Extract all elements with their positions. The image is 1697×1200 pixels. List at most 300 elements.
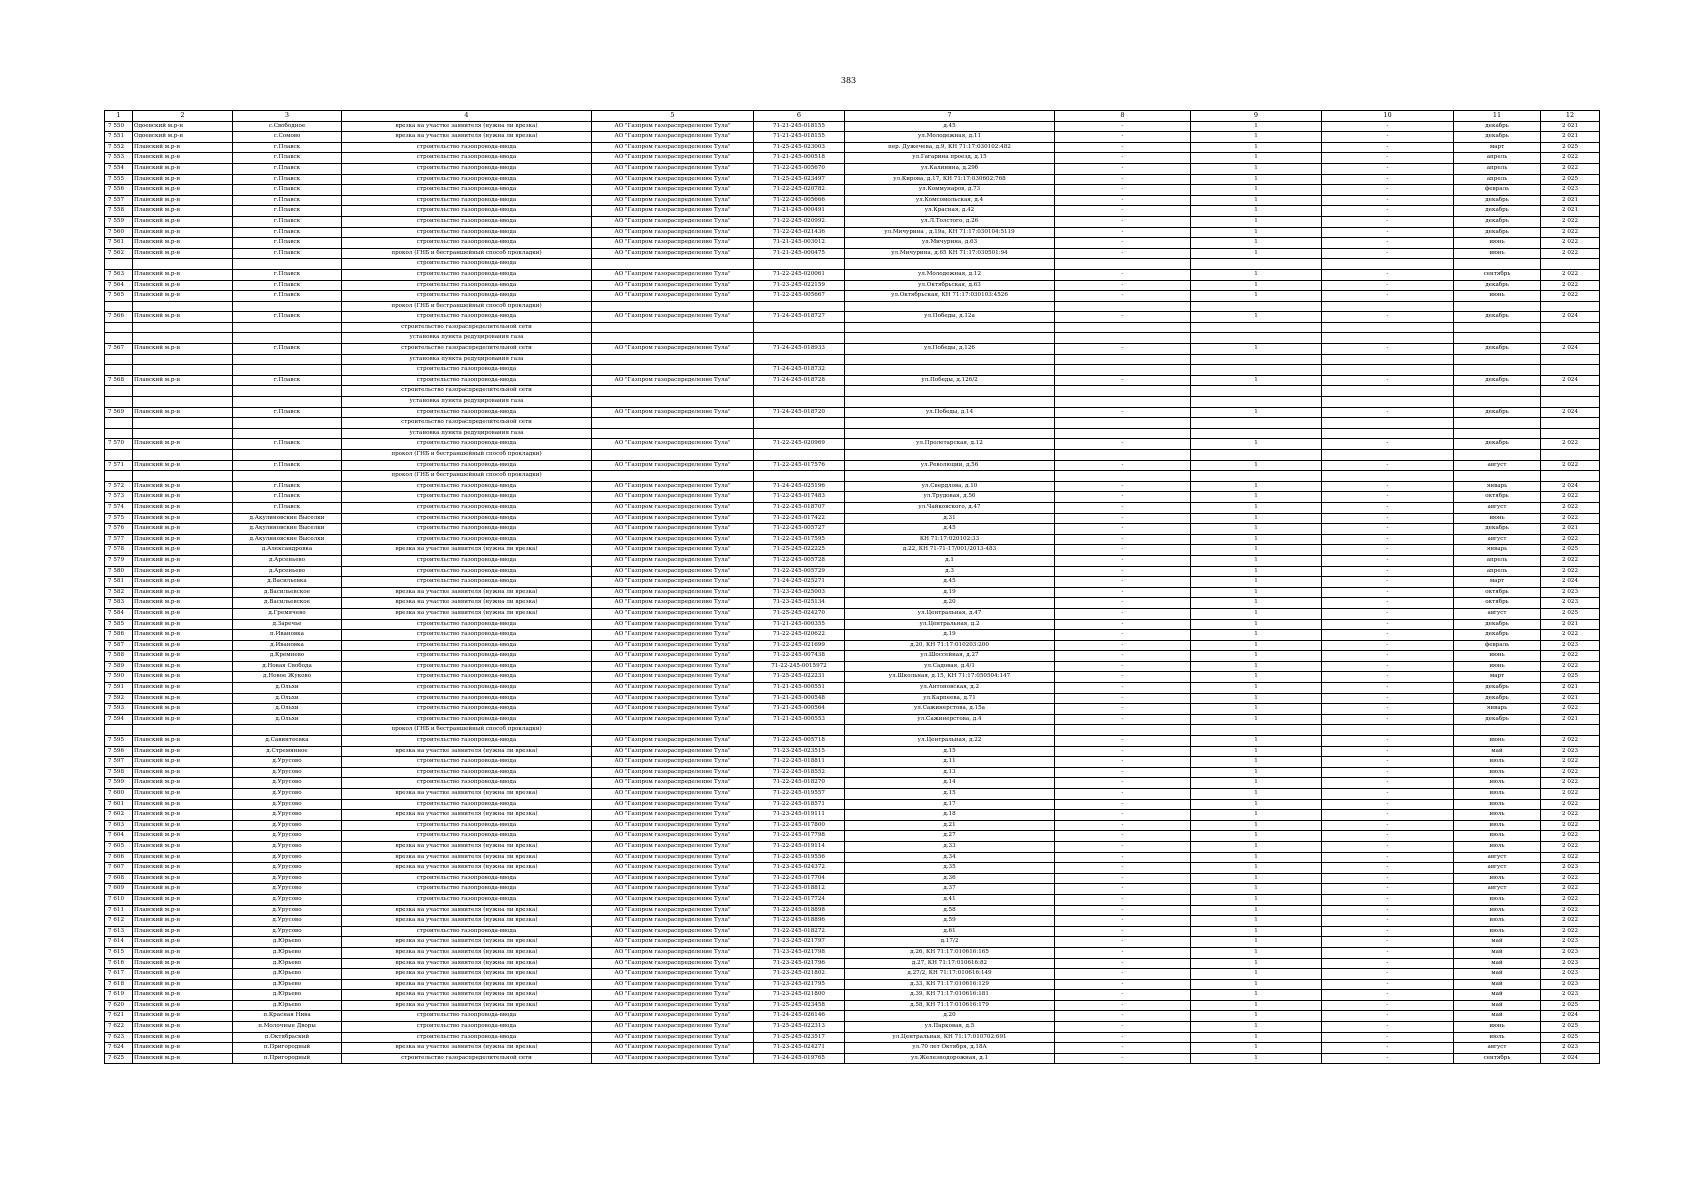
locality-cell: д.Урусово (233, 831, 342, 842)
request-number-cell (754, 322, 845, 333)
month-cell: декабрь (1454, 693, 1541, 704)
count-cell: 1 (1191, 672, 1322, 683)
year-cell: 2 023 (1541, 969, 1600, 980)
col8-cell: - (1055, 280, 1191, 291)
request-number-cell: 71-22-245-018552 (754, 767, 845, 778)
table-row (105, 407, 1600, 418)
count-cell: 1 (1191, 185, 1322, 196)
col8-cell: - (1055, 407, 1191, 418)
address-cell: д.58, КН 71:17:010616:179 (845, 1000, 1055, 1011)
work-type-cell: строительство газопровода-ввода (342, 163, 592, 174)
locality-cell: д.Урусово (233, 841, 342, 852)
col10-cell: - (1322, 873, 1454, 884)
month-cell: июнь (1454, 513, 1541, 524)
address-cell: д.35 (845, 863, 1055, 874)
col10-cell: - (1322, 524, 1454, 535)
row-number: 7 601 (105, 799, 133, 810)
organization-cell: АО "Газпром газораспределение Тула" (592, 280, 754, 291)
col8-cell: - (1055, 269, 1191, 280)
work-type-cell: строительство газопровода-ввода (342, 661, 592, 672)
district-cell: Плавский м.р-н (133, 916, 233, 927)
request-number-cell (754, 333, 845, 344)
request-number-cell (754, 418, 845, 429)
organization-cell: АО "Газпром газораспределение Тула" (592, 291, 754, 302)
table-row (105, 841, 1600, 852)
col8-cell: - (1055, 619, 1191, 630)
table-row (105, 227, 1600, 238)
col10-cell: - (1322, 248, 1454, 259)
district-cell: Плавский м.р-н (133, 746, 233, 757)
month-cell: август (1454, 534, 1541, 545)
col10-cell: - (1322, 227, 1454, 238)
address-cell (845, 333, 1055, 344)
month-cell: декабрь (1454, 206, 1541, 217)
month-cell: октябрь (1454, 587, 1541, 598)
col8-cell: - (1055, 693, 1191, 704)
table-row (105, 354, 1600, 365)
table-row (105, 481, 1600, 492)
locality-cell: д.Кремнево (233, 651, 342, 662)
col10-cell: - (1322, 312, 1454, 323)
year-cell: 2 022 (1541, 513, 1600, 524)
locality-cell: д.Юрьево (233, 979, 342, 990)
year-cell (1541, 333, 1600, 344)
col10-cell: - (1322, 693, 1454, 704)
month-cell: октябрь (1454, 598, 1541, 609)
col10-cell: - (1322, 704, 1454, 715)
month-cell: июль (1454, 841, 1541, 852)
request-number-cell: 71-22-245-017483 (754, 492, 845, 503)
col8-cell: - (1055, 121, 1191, 132)
count-cell: 1 (1191, 1053, 1322, 1064)
district-cell: Плавский м.р-н (133, 513, 233, 524)
request-number-cell: 71-22-245-017724 (754, 894, 845, 905)
locality-cell (233, 386, 342, 397)
col8-cell: - (1055, 894, 1191, 905)
organization-cell: АО "Газпром газораспределение Тула" (592, 757, 754, 768)
request-number-cell: 71-24-245-025271 (754, 577, 845, 588)
count-cell: 1 (1191, 375, 1322, 386)
row-number: 7 589 (105, 661, 133, 672)
col10-cell: - (1322, 513, 1454, 524)
row-number: 7 571 (105, 460, 133, 471)
col8-cell: - (1055, 958, 1191, 969)
district-cell (133, 386, 233, 397)
year-cell: 2 021 (1541, 714, 1600, 725)
locality-cell: п.Ивановка (233, 630, 342, 641)
col10-cell: - (1322, 238, 1454, 249)
address-cell: д.20 (845, 1011, 1055, 1022)
table-row (105, 344, 1600, 355)
month-cell: июль (1454, 789, 1541, 800)
count-cell: 1 (1191, 142, 1322, 153)
organization-cell: АО "Газпром газораспределение Тула" (592, 608, 754, 619)
col8-cell: - (1055, 746, 1191, 757)
request-number-cell: 71-22-245-019114 (754, 841, 845, 852)
count-cell (1191, 397, 1322, 408)
locality-cell: г.Плавск (233, 206, 342, 217)
address-cell (845, 428, 1055, 439)
col8-cell: - (1055, 661, 1191, 672)
row-number (105, 397, 133, 408)
month-cell: декабрь (1454, 524, 1541, 535)
request-number-cell: 71-24-245-019765 (754, 1053, 845, 1064)
year-cell: 2 023 (1541, 746, 1600, 757)
district-cell: Плавский м.р-н (133, 577, 233, 588)
locality-cell: г.Плавск (233, 238, 342, 249)
row-number: 7 551 (105, 132, 133, 143)
count-cell: 1 (1191, 661, 1322, 672)
organization-cell: АО "Газпром газораспределение Тула" (592, 460, 754, 471)
district-cell: Плавский м.р-н (133, 291, 233, 302)
address-cell: ул.Гагарина проезд, д.15 (845, 153, 1055, 164)
work-type-cell: прокол (ГНБ и бестраншейный способ прокладки) (342, 301, 592, 312)
count-cell: 1 (1191, 757, 1322, 768)
locality-cell: д.Юрьево (233, 990, 342, 1001)
district-cell: Одоевский м.р-н (133, 121, 233, 132)
request-number-cell: 71-23-245-019111 (754, 810, 845, 821)
table-row (105, 365, 1600, 376)
address-cell: д.33 (845, 841, 1055, 852)
district-cell: Плавский м.р-н (133, 502, 233, 513)
row-number: 7 550 (105, 121, 133, 132)
count-cell: 1 (1191, 1011, 1322, 1022)
col8-cell: - (1055, 757, 1191, 768)
col10-cell: - (1322, 757, 1454, 768)
organization-cell: АО "Газпром газораспределение Тула" (592, 714, 754, 725)
request-number-cell (754, 354, 845, 365)
col10-cell: - (1322, 905, 1454, 916)
district-cell: Плавский м.р-н (133, 619, 233, 630)
table-row (105, 471, 1600, 482)
count-cell (1191, 386, 1322, 397)
year-cell: 2 022 (1541, 153, 1600, 164)
row-number: 7 593 (105, 704, 133, 715)
work-type-cell: строительство газопровода-ввода (342, 1022, 592, 1033)
col10-cell: - (1322, 672, 1454, 683)
month-cell (1454, 333, 1541, 344)
year-cell: 2 022 (1541, 238, 1600, 249)
year-cell: 2 021 (1541, 524, 1600, 535)
address-cell: ул.Л.Толстого, д.26 (845, 216, 1055, 227)
address-cell: д.36 (845, 873, 1055, 884)
locality-cell: г.Плавск (233, 185, 342, 196)
organization-cell: АО "Газпром газораспределение Тула" (592, 958, 754, 969)
col10-cell: - (1322, 619, 1454, 630)
district-cell: Плавский м.р-н (133, 630, 233, 641)
district-cell: Плавский м.р-н (133, 640, 233, 651)
count-cell: 1 (1191, 873, 1322, 884)
locality-cell: г.Плавск (233, 492, 342, 503)
work-type-cell: строительство газораспределительной сети (342, 418, 592, 429)
table-row (105, 799, 1600, 810)
address-cell: ул.Победы, д.14 (845, 407, 1055, 418)
address-cell (845, 418, 1055, 429)
table-row (105, 608, 1600, 619)
year-cell: 2 023 (1541, 1043, 1600, 1054)
row-number: 7 611 (105, 905, 133, 916)
count-cell (1191, 259, 1322, 270)
work-type-cell: строительство газопровода-ввода (342, 619, 592, 630)
col10-cell: - (1322, 142, 1454, 153)
work-type-cell: строительство газораспределительной сети (342, 1053, 592, 1064)
address-cell: д.15 (845, 789, 1055, 800)
work-type-cell: врезка на участке заявителя (нужна ли врезка) (342, 969, 592, 980)
col10-cell: - (1322, 831, 1454, 842)
month-cell: декабрь (1454, 227, 1541, 238)
year-cell: 2 023 (1541, 185, 1600, 196)
table-row (105, 736, 1600, 747)
district-cell (133, 450, 233, 461)
locality-cell: д.Урусово (233, 757, 342, 768)
locality-cell: д.Заречье (233, 619, 342, 630)
column-header: 4 (342, 111, 592, 122)
work-type-cell: строительство газопровода-ввода (342, 439, 592, 450)
address-cell: д.19 (845, 630, 1055, 641)
table-row (105, 1043, 1600, 1054)
row-number: 7 604 (105, 831, 133, 842)
col10-cell: - (1322, 820, 1454, 831)
table-row (105, 301, 1600, 312)
year-cell: 2 023 (1541, 587, 1600, 598)
month-cell: декабрь (1454, 195, 1541, 206)
col10-cell: - (1322, 216, 1454, 227)
col10-cell: - (1322, 121, 1454, 132)
col8-cell: - (1055, 810, 1191, 821)
address-cell: ул.Пролетарская, д.12 (845, 439, 1055, 450)
count-cell: 1 (1191, 121, 1322, 132)
count-cell: 1 (1191, 916, 1322, 927)
work-type-cell: строительство газопровода-ввода (342, 206, 592, 217)
year-cell: 2 024 (1541, 481, 1600, 492)
col8-cell: - (1055, 789, 1191, 800)
work-type-cell: строительство газопровода-ввода (342, 757, 592, 768)
district-cell: Плавский м.р-н (133, 704, 233, 715)
organization-cell: АО "Газпром газораспределение Тула" (592, 248, 754, 259)
row-number: 7 579 (105, 555, 133, 566)
work-type-cell: строительство газопровода-ввода (342, 640, 592, 651)
year-cell: 2 023 (1541, 958, 1600, 969)
col8-cell: - (1055, 227, 1191, 238)
work-type-cell: строительство газораспределительной сети (342, 322, 592, 333)
month-cell: декабрь (1454, 683, 1541, 694)
col8-cell: - (1055, 651, 1191, 662)
year-cell: 2 025 (1541, 545, 1600, 556)
month-cell: июнь (1454, 651, 1541, 662)
district-cell: Плавский м.р-н (133, 1000, 233, 1011)
month-cell: декабрь (1454, 312, 1541, 323)
work-type-cell: прокол (ГНБ и бестраншейный способ прокладки) (342, 471, 592, 482)
work-type-cell: строительство газопровода-ввода (342, 216, 592, 227)
request-number-cell: 71-22-245-017800 (754, 820, 845, 831)
organization-cell: АО "Газпром газораспределение Тула" (592, 1022, 754, 1033)
district-cell: Плавский м.р-н (133, 1011, 233, 1022)
col10-cell: - (1322, 630, 1454, 641)
locality-cell: д.Юрьево (233, 947, 342, 958)
year-cell: 2 024 (1541, 375, 1600, 386)
request-number-cell: 71-23-245-021796 (754, 958, 845, 969)
year-cell (1541, 450, 1600, 461)
work-type-cell: врезка на участке заявителя (нужна ли врезка) (342, 545, 592, 556)
request-number-cell: 71-22-245-019557 (754, 789, 845, 800)
table-row (105, 704, 1600, 715)
row-number: 7 602 (105, 810, 133, 821)
request-number-cell: 71-25-245-024270 (754, 608, 845, 619)
col10-cell: - (1322, 163, 1454, 174)
col8-cell: - (1055, 683, 1191, 694)
count-cell (1191, 418, 1322, 429)
month-cell: июль (1454, 905, 1541, 916)
year-cell: 2 022 (1541, 269, 1600, 280)
column-header: 11 (1454, 111, 1541, 122)
row-number: 7 597 (105, 757, 133, 768)
work-type-cell: установка пункта редуцирования газа (342, 428, 592, 439)
col8-cell: - (1055, 852, 1191, 863)
count-cell: 1 (1191, 778, 1322, 789)
row-number: 7 577 (105, 534, 133, 545)
col8-cell: - (1055, 841, 1191, 852)
year-cell: 2 025 (1541, 1022, 1600, 1033)
row-number: 7 609 (105, 884, 133, 895)
month-cell: февраль (1454, 640, 1541, 651)
row-number: 7 606 (105, 852, 133, 863)
locality-cell (233, 301, 342, 312)
col8-cell: - (1055, 947, 1191, 958)
request-number-cell: 71-21-245-000553 (754, 714, 845, 725)
work-type-cell: строительство газопровода-ввода (342, 174, 592, 185)
request-number-cell: 71-22-245-005729 (754, 566, 845, 577)
row-number (105, 471, 133, 482)
year-cell: 2 023 (1541, 947, 1600, 958)
table-row (105, 566, 1600, 577)
organization-cell: АО "Газпром газораспределение Тула" (592, 174, 754, 185)
work-type-cell: строительство газопровода-ввода (342, 884, 592, 895)
locality-cell: д.Савинтеевка (233, 736, 342, 747)
year-cell: 2 023 (1541, 640, 1600, 651)
locality-cell: д.Александровка (233, 545, 342, 556)
year-cell: 2 022 (1541, 248, 1600, 259)
month-cell: май (1454, 969, 1541, 980)
row-number: 7 575 (105, 513, 133, 524)
row-number: 7 576 (105, 524, 133, 535)
row-number: 7 572 (105, 481, 133, 492)
col8-cell (1055, 322, 1191, 333)
col10-cell: - (1322, 884, 1454, 895)
col8-cell (1055, 259, 1191, 270)
district-cell (133, 397, 233, 408)
work-type-cell: строительство газопровода-ввода (342, 736, 592, 747)
row-number: 7 559 (105, 216, 133, 227)
work-type-cell: строительство газопровода-ввода (342, 1032, 592, 1043)
table-row (105, 502, 1600, 513)
table-row (105, 905, 1600, 916)
organization-cell: АО "Газпром газораспределение Тула" (592, 894, 754, 905)
organization-cell (592, 354, 754, 365)
col10-cell: - (1322, 947, 1454, 958)
month-cell: май (1454, 937, 1541, 948)
count-cell (1191, 365, 1322, 376)
col10-cell: - (1322, 1022, 1454, 1033)
request-number-cell (754, 386, 845, 397)
year-cell (1541, 365, 1600, 376)
district-cell: Плавский м.р-н (133, 439, 233, 450)
count-cell: 1 (1191, 1032, 1322, 1043)
year-cell: 2 022 (1541, 661, 1600, 672)
count-cell: 1 (1191, 693, 1322, 704)
work-type-cell: строительство газопровода-ввода (342, 672, 592, 683)
locality-cell: г.Плавск (233, 291, 342, 302)
count-cell: 1 (1191, 598, 1322, 609)
work-type-cell: установка пункта редуцирования газа (342, 333, 592, 344)
locality-cell: д.Урусово (233, 778, 342, 789)
year-cell (1541, 397, 1600, 408)
month-cell: июль (1454, 799, 1541, 810)
col8-cell: - (1055, 1022, 1191, 1033)
district-cell: Плавский м.р-н (133, 873, 233, 884)
organization-cell: АО "Газпром газораспределение Тула" (592, 153, 754, 164)
col10-cell: - (1322, 375, 1454, 386)
organization-cell (592, 450, 754, 461)
year-cell: 2 022 (1541, 460, 1600, 471)
row-number: 7 566 (105, 312, 133, 323)
row-number (105, 725, 133, 736)
count-cell: 1 (1191, 587, 1322, 598)
col8-cell: - (1055, 534, 1191, 545)
locality-cell: д.Новое Жуково (233, 672, 342, 683)
locality-cell (233, 471, 342, 482)
col8-cell: - (1055, 937, 1191, 948)
col10-cell: - (1322, 460, 1454, 471)
district-cell: Плавский м.р-н (133, 481, 233, 492)
table-row (105, 926, 1600, 937)
col8-cell: - (1055, 132, 1191, 143)
month-cell: июль (1454, 1032, 1541, 1043)
request-number-cell: 71-24-245-018727 (754, 312, 845, 323)
request-number-cell: 71-24-245-026146 (754, 1011, 845, 1022)
address-cell: ул.Школьная, д.15, КН 71:17:050504:147 (845, 672, 1055, 683)
locality-cell: г.Плавск (233, 227, 342, 238)
col8-cell: - (1055, 704, 1191, 715)
district-cell: Плавский м.р-н (133, 163, 233, 174)
table-row (105, 322, 1600, 333)
work-type-cell: строительство газопровода-ввода (342, 534, 592, 545)
request-number-cell: 71-23-245-025003 (754, 587, 845, 598)
month-cell: октябрь (1454, 492, 1541, 503)
month-cell: декабрь (1454, 439, 1541, 450)
locality-cell: п.Октябрьский (233, 1032, 342, 1043)
district-cell (133, 471, 233, 482)
request-number-cell: 71-24-245-018933 (754, 344, 845, 355)
request-number-cell: 71-22-245-0015972 (754, 661, 845, 672)
work-type-cell: врезка на участке заявителя (нужна ли врезка) (342, 937, 592, 948)
col8-cell: - (1055, 344, 1191, 355)
month-cell: май (1454, 979, 1541, 990)
count-cell: 1 (1191, 863, 1322, 874)
year-cell (1541, 418, 1600, 429)
locality-cell: д.Урусово (233, 873, 342, 884)
column-header: 8 (1055, 111, 1191, 122)
count-cell: 1 (1191, 312, 1322, 323)
district-cell: Плавский м.р-н (133, 693, 233, 704)
request-number-cell (754, 725, 845, 736)
table-row (105, 142, 1600, 153)
month-cell: декабрь (1454, 630, 1541, 641)
work-type-cell: строительство газопровода-ввода (342, 778, 592, 789)
table-row (105, 375, 1600, 386)
col10-cell: - (1322, 598, 1454, 609)
month-cell: декабрь (1454, 216, 1541, 227)
district-cell: Плавский м.р-н (133, 863, 233, 874)
